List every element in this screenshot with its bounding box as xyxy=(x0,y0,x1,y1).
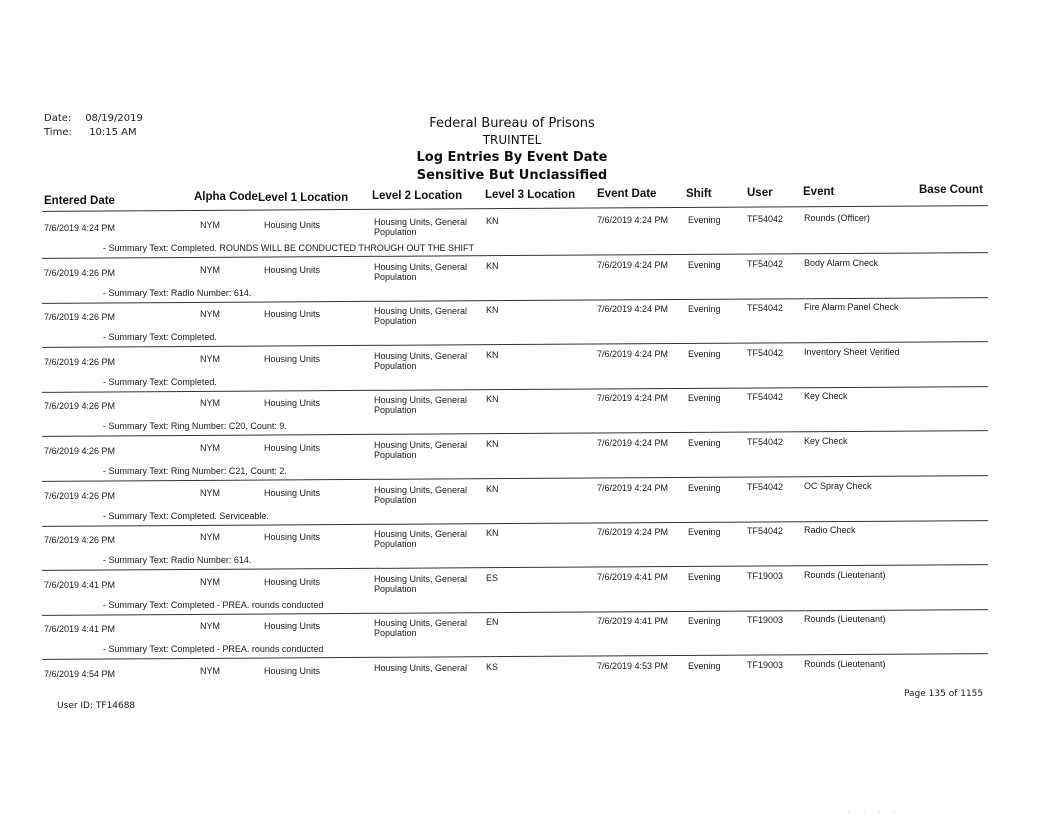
event-date-cell: 7/6/2019 4:24 PM xyxy=(597,215,669,225)
alpha-code-cell: NYM xyxy=(200,576,220,587)
event-cell: Rounds (Lieutenant) xyxy=(804,659,886,669)
user-cell: TF54042 xyxy=(747,347,784,358)
table-row xyxy=(0,658,1056,702)
entered-date-cell: 7/6/2019 4:41 PM xyxy=(44,579,116,590)
entered-date-cell: 7/6/2019 4:26 PM xyxy=(44,312,116,323)
level2-cell: Housing Units, General Population xyxy=(374,440,468,460)
summary-text: - Summary Text: Completed. Serviceable. xyxy=(103,510,269,521)
level1-cell: Housing Units xyxy=(264,576,321,587)
level3-cell: KN xyxy=(486,483,499,494)
level2-cell: Housing Units, General Population xyxy=(374,217,468,237)
user-cell: TF54042 xyxy=(747,214,784,224)
date-value: 08/19/2019 xyxy=(85,113,143,124)
level1-cell: Housing Units xyxy=(264,309,321,320)
level2-cell: Housing Units, General Population xyxy=(374,573,468,594)
level3-cell: ES xyxy=(486,572,499,583)
event-cell: Inventory Sheet Verified xyxy=(804,346,900,357)
table-row xyxy=(0,613,1056,657)
event-date-cell: 7/6/2019 4:24 PM xyxy=(597,348,669,359)
level2-cell: Housing Units, General Population xyxy=(374,529,468,550)
level3-cell: KN xyxy=(486,439,499,449)
summary-text: - Summary Text: Completed. xyxy=(103,376,217,387)
table-row xyxy=(0,212,1056,256)
level3-cell: KN xyxy=(486,216,499,226)
summary-text: - Summary Text: Radio Number: 614. xyxy=(103,555,252,566)
level3-cell: KN xyxy=(486,305,499,316)
org-title: Federal Bureau of Prisons xyxy=(429,116,595,131)
level1-cell: Housing Units xyxy=(264,353,321,364)
footer-user-id: User ID: TF14688 xyxy=(57,701,136,711)
level2-cell: Housing Units, General Population xyxy=(374,306,468,327)
header-divider xyxy=(42,205,988,212)
level3-cell: KS xyxy=(486,662,499,672)
column-header-row xyxy=(0,184,1056,207)
col-level3: Level 3 Location xyxy=(485,189,576,201)
event-cell: Key Check xyxy=(804,436,848,446)
level2-cell: Housing Units, General Population xyxy=(374,350,468,371)
event-date-cell: 7/6/2019 4:41 PM xyxy=(597,571,669,582)
event-date-cell: 7/6/2019 4:24 PM xyxy=(597,438,669,448)
shift-cell: Evening xyxy=(688,482,721,493)
alpha-code-cell: NYM xyxy=(200,353,220,364)
level1-cell: Housing Units xyxy=(264,666,321,676)
alpha-code-cell: NYM xyxy=(200,309,220,320)
user-cell: TF54042 xyxy=(747,303,784,314)
level3-cell: EN xyxy=(486,617,499,628)
shift-cell: Evening xyxy=(688,571,721,582)
user-cell: TF54042 xyxy=(747,526,784,537)
user-cell: TF54042 xyxy=(747,481,784,492)
level1-cell: Housing Units xyxy=(264,621,321,632)
level3-cell: KN xyxy=(486,394,499,405)
classification: Sensitive But Unclassified xyxy=(416,168,608,183)
table-row xyxy=(0,390,1056,434)
shift-cell: Evening xyxy=(688,259,721,270)
col-level2: Level 2 Location xyxy=(372,190,463,202)
user-cell: TF19003 xyxy=(747,615,784,626)
alpha-code-cell: NYM xyxy=(200,532,220,543)
shift-cell: Evening xyxy=(688,304,721,315)
summary-text: - Summary Text: Ring Number: C21, Count: 2. xyxy=(103,466,287,476)
user-cell: TF54042 xyxy=(747,437,784,447)
table-row xyxy=(0,435,1056,479)
table-row xyxy=(0,257,1056,301)
time-label: Time: xyxy=(44,127,72,138)
col-event: Event xyxy=(803,186,835,198)
entered-date-cell: 7/6/2019 4:24 PM xyxy=(44,223,116,233)
col-user: User xyxy=(747,187,773,199)
time-value: 10:15 AM xyxy=(89,127,137,138)
system-title: TRUINTEL xyxy=(482,133,542,147)
event-cell: Rounds (Officer) xyxy=(804,213,870,223)
level2-cell: Housing Units, General Population xyxy=(374,395,468,416)
entered-date-cell: 7/6/2019 4:26 PM xyxy=(44,446,116,456)
date-label: Date: xyxy=(44,113,72,124)
event-date-cell: 7/6/2019 4:41 PM xyxy=(597,616,669,627)
user-cell: TF19003 xyxy=(747,660,784,670)
alpha-code-cell: NYM xyxy=(200,398,220,409)
event-cell: Rounds (Lieutenant) xyxy=(804,614,886,625)
level1-cell: Housing Units xyxy=(264,264,321,275)
table-row xyxy=(0,569,1056,613)
level1-cell: Housing Units xyxy=(264,487,321,498)
entered-date-cell: 7/6/2019 4:54 PM xyxy=(44,669,116,679)
entered-date-cell: 7/6/2019 4:26 PM xyxy=(44,490,116,501)
col-base-count: Base Count xyxy=(919,184,983,196)
level3-cell: KN xyxy=(486,260,499,271)
report-title: Log Entries By Event Date xyxy=(416,150,608,165)
level3-cell: KN xyxy=(486,528,499,539)
summary-text: - Summary Text: Ring Number: C20, Count: 9. xyxy=(103,421,287,432)
level2-cell: Housing Units, General Population xyxy=(374,618,468,639)
shift-cell: Evening xyxy=(688,527,721,538)
entered-date-cell: 7/6/2019 4:26 PM xyxy=(44,267,116,278)
level3-cell: KN xyxy=(486,349,499,360)
page-number: Page 135 of 1155 xyxy=(904,689,984,699)
level1-cell: Housing Units xyxy=(264,398,321,409)
alpha-code-cell: NYM xyxy=(200,621,220,632)
shift-cell: Evening xyxy=(688,661,721,671)
event-cell: Radio Check xyxy=(804,525,856,536)
table-row xyxy=(0,301,1056,345)
summary-text: - Summary Text: Completed. ROUNDS WILL BE CONDUCTED THROUGH OUT THE SHIFT xyxy=(103,243,475,253)
entered-date-cell: 7/6/2019 4:26 PM xyxy=(44,356,116,367)
level2-cell: Housing Units, General Population xyxy=(374,484,468,505)
alpha-code-cell: NYM xyxy=(200,487,220,498)
shift-cell: Evening xyxy=(688,438,721,448)
level1-cell: Housing Units xyxy=(264,532,321,543)
event-cell: Rounds (Lieutenant) xyxy=(804,569,886,580)
shift-cell: Evening xyxy=(688,215,721,225)
event-cell: Body Alarm Check xyxy=(804,257,879,268)
event-date-cell: 7/6/2019 4:24 PM xyxy=(597,482,669,493)
entered-date-cell: 7/6/2019 4:26 PM xyxy=(44,535,116,546)
summary-text: - Summary Text: Completed - PREA. rounds conducted xyxy=(103,599,324,610)
level2-cell: Housing Units, General xyxy=(374,663,468,673)
alpha-code-cell: NYM xyxy=(200,443,220,453)
event-date-cell: 7/6/2019 4:53 PM xyxy=(597,661,669,671)
scan-specks: . . . . xyxy=(848,809,902,815)
col-alpha-code: Alpha Code xyxy=(194,191,258,203)
user-cell: TF54042 xyxy=(747,258,784,269)
user-cell: TF54042 xyxy=(747,392,784,403)
shift-cell: Evening xyxy=(688,616,721,627)
shift-cell: Evening xyxy=(688,393,721,404)
event-cell: OC Spray Check xyxy=(804,480,872,491)
event-date-cell: 7/6/2019 4:24 PM xyxy=(597,259,669,270)
entered-date-cell: 7/6/2019 4:41 PM xyxy=(44,624,116,635)
col-shift: Shift xyxy=(686,188,712,200)
user-cell: TF19003 xyxy=(747,570,784,581)
level2-cell: Housing Units, General Population xyxy=(374,261,468,282)
summary-text: - Summary Text: Radio Number: 614. xyxy=(103,287,252,298)
event-cell: Fire Alarm Panel Check xyxy=(804,302,899,313)
level1-cell: Housing Units xyxy=(264,443,321,453)
alpha-code-cell: NYM xyxy=(200,666,220,676)
shift-cell: Evening xyxy=(688,348,721,359)
col-event-date: Event Date xyxy=(597,188,657,200)
col-entered-date: Entered Date xyxy=(44,195,115,207)
event-date-cell: 7/6/2019 4:24 PM xyxy=(597,393,669,404)
summary-text: - Summary Text: Completed. xyxy=(103,332,217,343)
entered-date-cell: 7/6/2019 4:26 PM xyxy=(44,401,116,412)
table-row xyxy=(0,524,1056,568)
summary-text: - Summary Text: Completed - PREA. rounds conducted xyxy=(103,644,324,655)
table-row xyxy=(0,480,1056,524)
event-cell: Key Check xyxy=(804,391,848,402)
alpha-code-cell: NYM xyxy=(200,220,220,230)
event-date-cell: 7/6/2019 4:24 PM xyxy=(597,527,669,538)
level1-cell: Housing Units xyxy=(264,220,321,230)
event-date-cell: 7/6/2019 4:24 PM xyxy=(597,304,669,315)
col-level1: Level 1 Location xyxy=(258,192,349,204)
table-row xyxy=(0,346,1056,390)
alpha-code-cell: NYM xyxy=(200,264,220,275)
